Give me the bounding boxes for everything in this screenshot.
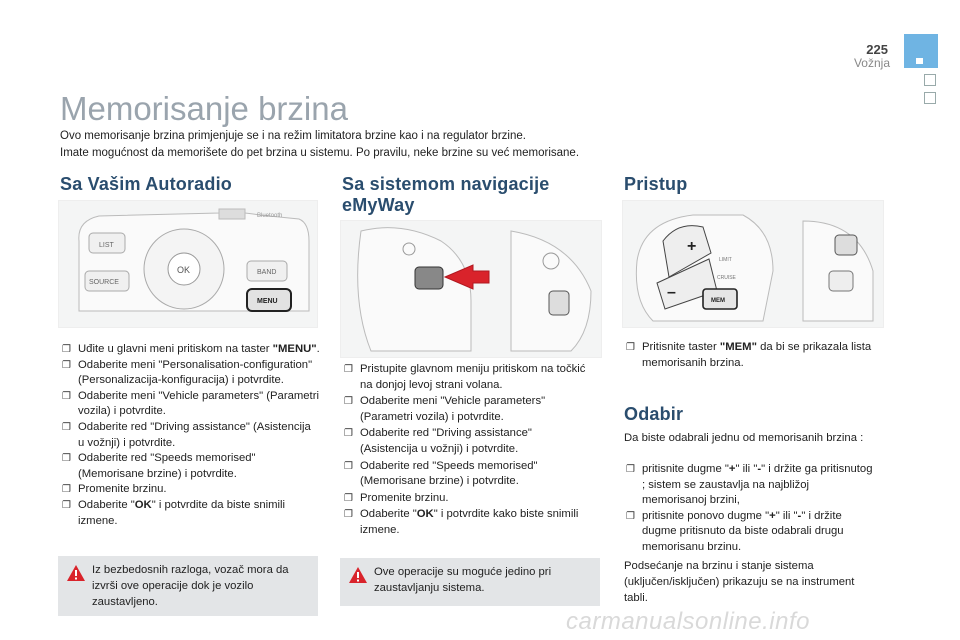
- page-number: 225: [866, 42, 888, 57]
- warning-text: Ove operacije su moguće jedino pri zaustavljanju sistema.: [374, 566, 552, 594]
- svg-text:+: +: [687, 238, 697, 255]
- limit-label: LIMIT: [719, 257, 732, 263]
- warning-triangle-icon: [348, 566, 368, 584]
- list-item: ❐ Odaberite "OK" i potvrdite kako biste snimili izmene.: [344, 508, 579, 536]
- heading-autoradio: Sa Vašim Autoradio: [60, 174, 232, 194]
- cruise-label: CRUISE: [717, 275, 736, 281]
- list-item: ❐ Promenite brzinu.: [60, 482, 320, 498]
- bullet-icon: ❐: [344, 428, 353, 440]
- bullet-icon: ❐: [344, 492, 353, 504]
- bullet-icon: ❐: [62, 421, 71, 433]
- source-key-label: SOURCE: [89, 279, 119, 286]
- bullet-icon: ❐: [62, 359, 71, 371]
- bullet-icon: ❐: [344, 364, 353, 375]
- warning-box: [340, 558, 600, 606]
- heading-pristup: Pristup: [624, 174, 688, 194]
- list-item: ❐ pritisnite dugme "+" ili "-" i držite ga pritisnutog ; sistem se zaustavlja na najbližoj memorisanoj brzini,: [626, 463, 873, 507]
- autoradio-steps: [60, 342, 320, 529]
- list-item: ❐ Odaberite red "Speeds memorised" (Memorisane brzine) i potvrdite.: [344, 459, 538, 488]
- menu-key-label: MENU: [257, 298, 278, 305]
- steering-wheel-left-image: [340, 220, 602, 358]
- bullet-icon: ❐: [626, 464, 635, 475]
- bullet-icon: ❐: [344, 509, 353, 521]
- list-item: ❐ Pristupite glavnom meniju pritiskom na točkić na donjoj levoj strani volana.: [344, 363, 586, 391]
- select-steps: [624, 462, 874, 556]
- warning-box: [58, 556, 318, 616]
- list-item: ❐ Odaberite meni "Vehicle parameters" (Parametri vozila) i potvrdite.: [62, 389, 319, 418]
- ok-key-label: OK: [177, 265, 191, 275]
- list-item: ❐ Odaberite meni "Vehicle parameters" (Parametri vozila) i potvrdite.: [344, 395, 546, 423]
- autoradio-image: [58, 200, 318, 328]
- reminder-text: Podsećanje na brzinu i stanje sistema (uključen/isključen) prikazuju se na instrument tabli.: [624, 560, 855, 604]
- list-item: ❐ Odaberite red "Driving assistance" (Asistencija u vožnji) i potvrdite.: [62, 420, 311, 449]
- section-label: Vožnja: [853, 56, 890, 70]
- list-item: ❐ Odaberite meni "Personalisation-configuration" (Personalizacija-konfiguracija) i potvrdite.: [62, 358, 313, 387]
- intro-line: Ovo memorisanje brzina primjenjuje se i na režim limitatora brzine kao i na regulator brzine.: [60, 130, 526, 142]
- list-key-label: LIST: [99, 242, 114, 249]
- band-key-label: BAND: [257, 269, 277, 276]
- emyway-steps: [342, 362, 592, 539]
- list-item: ❐ Pritisnite taster "MEM" da bi se prikazala lista memorisanih brzina.: [626, 341, 872, 369]
- bluetooth-label: Bluetooth: [257, 213, 283, 219]
- list-item: ❐ pritisnite ponovo dugme "+" ili "-" i držite dugme pritisnuto da biste odabrali drugu memorisanu brzinu.: [626, 509, 844, 553]
- page-title: Memorisanje brzina: [60, 90, 348, 127]
- bullet-icon: ❐: [626, 510, 635, 522]
- bullet-icon: ❐: [62, 499, 71, 511]
- list-item: ❐ Odaberite red "Driving assistance" (Asistencija u vožnji) i potvrdite.: [344, 427, 532, 455]
- watermark: carmanualsonline.info: [566, 608, 810, 635]
- bullet-icon: ❐: [62, 390, 71, 402]
- mem-key-label: MEM: [711, 298, 725, 304]
- bullet-icon: ❐: [62, 344, 71, 355]
- bullet-icon: ❐: [62, 453, 71, 465]
- bullet-icon: ❐: [344, 396, 353, 408]
- heading-emyway: Sa sistemom navigacije eMyWay: [342, 174, 550, 215]
- svg-text:–: –: [667, 284, 676, 301]
- list-item: ❐ Odaberite red "Speeds memorised" (Memorisane brzine) i potvrdite.: [62, 452, 256, 480]
- intro-text: [60, 128, 640, 162]
- bullet-icon: ❐: [626, 342, 635, 353]
- warning-triangle-icon: [66, 564, 86, 582]
- heading-odabir: Odabir: [624, 404, 684, 424]
- chapter-box: [924, 74, 936, 86]
- steering-wheel-mem-image: [622, 200, 884, 328]
- intro-line: Imate mogućnost da memorišete do pet brzina u sistemu. Po pravilu, neke brzine su već memorisane.: [60, 147, 580, 159]
- select-intro: Da biste odabrali jednu od memorisanih brzina :: [624, 432, 864, 444]
- list-item: ❐ Uđite u glavni meni pritiskom na taster "MENU".: [60, 342, 320, 358]
- chapter-box: [924, 92, 936, 104]
- chapter-tab: [904, 34, 938, 68]
- bullet-icon: ❐: [62, 484, 71, 496]
- bullet-icon: ❐: [344, 460, 353, 472]
- list-item: ❐ Promenite brzinu.: [342, 491, 592, 507]
- warning-text: Iz bezbedosnih razloga, vozač mora da izvrši ove operacije dok je vozilo zaustavljeno.: [92, 564, 289, 608]
- pristup-steps: [624, 340, 874, 371]
- list-item: ❐ Odaberite "OK" i potvrdite da biste snimili izmene.: [62, 498, 286, 527]
